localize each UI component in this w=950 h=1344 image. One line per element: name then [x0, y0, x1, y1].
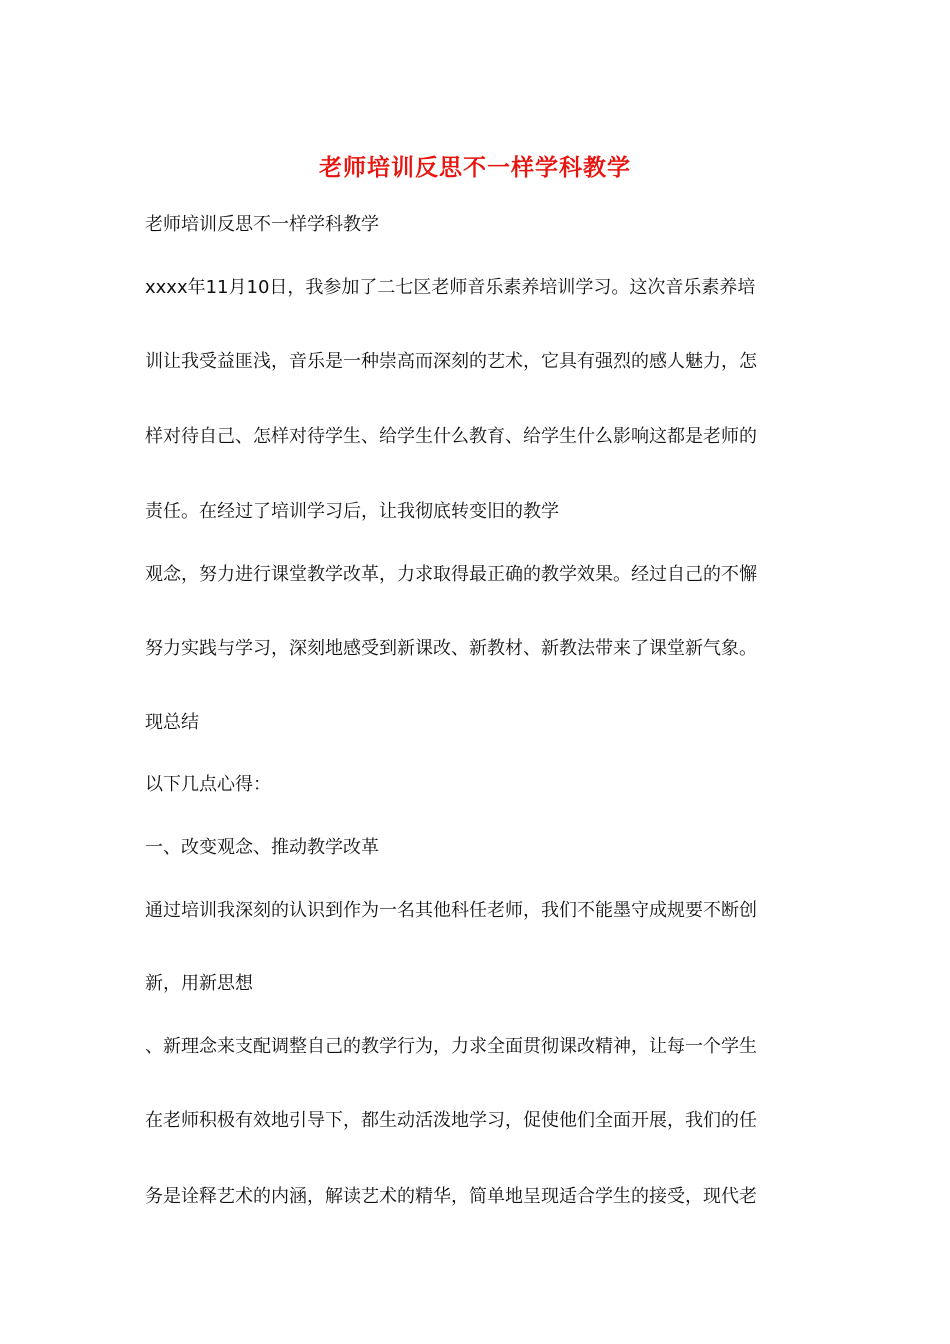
text-line: 务是诠释艺术的内涵，解读艺术的精华，简单地呈现适合学生的接受，现代老: [145, 1186, 757, 1207]
text-line: xxxx年11月10日，我参加了二七区老师音乐素养培训学习。这次音乐素养培: [145, 277, 756, 298]
document-title: 老师培训反思不一样学科教学: [319, 154, 631, 181]
text-line: 训让我受益匪浅，音乐是一种崇高而深刻的艺术，它具有强烈的感人魅力，怎: [145, 351, 757, 372]
text-line: 新，用新思想: [145, 973, 253, 994]
text-line: 现总结: [145, 712, 199, 733]
text-line: 老师培训反思不一样学科教学: [145, 214, 379, 235]
text-line: 责任。在经过了培训学习后，让我彻底转变旧的教学: [145, 501, 559, 522]
text-line: 在老师积极有效地引导下，都生动活泼地学习，促使他们全面开展，我们的任: [145, 1110, 757, 1131]
text-line: 努力实践与学习，深刻地感受到新课改、新教材、新教法带来了课堂新气象。: [145, 638, 757, 659]
text-line: 样对待自己、怎样对待学生、给学生什么教育、给学生什么影响这都是老师的: [145, 426, 757, 447]
text-line: 、新理念来支配调整自己的教学行为，力求全面贯彻课改精神，让每一个学生: [145, 1036, 757, 1057]
text-line: 观念，努力进行课堂教学改革，力求取得最正确的教学效果。经过自己的不懈: [145, 564, 757, 585]
text-line: 一、改变观念、推动教学改革: [145, 837, 379, 858]
text-line: 通过培训我深刻的认识到作为一名其他科任老师，我们不能墨守成规要不断创: [145, 900, 757, 921]
text-line: 以下几点心得：: [145, 774, 271, 795]
